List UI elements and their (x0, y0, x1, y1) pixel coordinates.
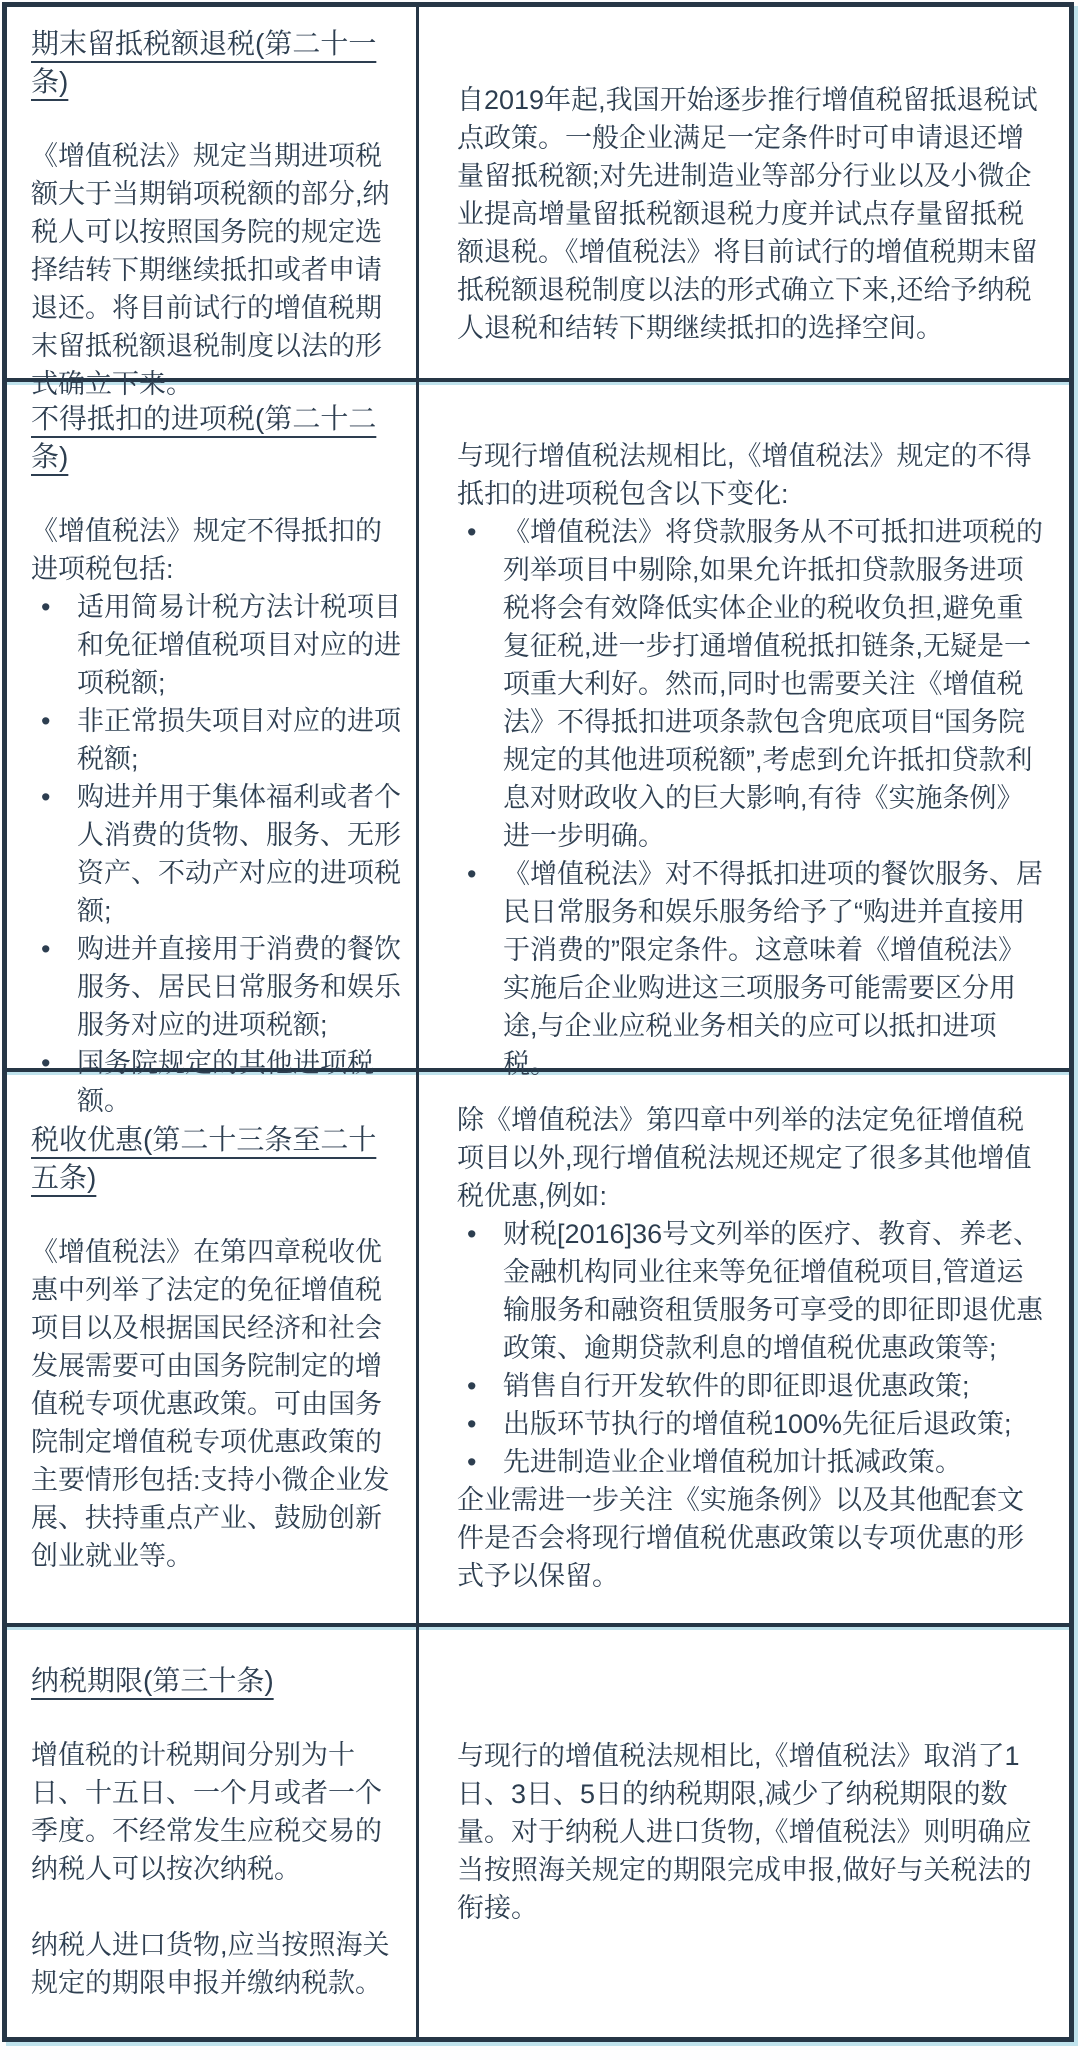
row2-heading: 不得抵扣的进项税(第二十二条) (31, 403, 377, 472)
list-item: • 出版环节执行的增值税100%先征后退政策; (457, 1405, 1043, 1443)
row2-left-bullet-list (31, 588, 404, 1120)
table-row-non-creditable-input-vat (7, 382, 1069, 1116)
row4-right-cell (419, 1627, 1069, 2037)
list-item: • 购进并用于集体福利或者个人消费的货物、服务、无形资产、不动产对应的进项税额; (31, 778, 404, 930)
row1-left-paragraph: 《增值税法》规定当期进项税额大于当期销项税额的部分,纳税人可以按照国务院的规定选择结转下期继续抵扣或者申请退还。将目前试行的增值税期末留抵税额退税制度以法的形式确立下来。 (31, 141, 390, 399)
row1-left-cell (7, 7, 419, 421)
row3-heading: 税收优惠(第二十三条至二十五条) (31, 1123, 377, 1193)
row1-right-cell (419, 7, 1069, 421)
list-item: • 财税[2016]36号文列举的医疗、教育、养老、金融机构同业往来等免征增值税项目,管道运输服务和融资租赁服务可享受的即征即退优惠政策、逾期贷款利息的增值税优惠政策等; (457, 1215, 1043, 1367)
list-item: • 《增值税法》对不得抵扣进项的餐饮服务、居民日常服务和娱乐服务给予了“购进并直接用于消费的”限定条件。这意味着《增值税法》实施后企业购进这三项服务可能需要区分用途,与企业应税业务相关的应可以抵扣进项税。 (457, 855, 1043, 1083)
row2-right-cell (419, 382, 1069, 1138)
row1-right-paragraph: 自2019年起,我国开始逐步推行增值税留抵退税试点政策。一般企业满足一定条件时可申请退还增量留抵税额;对先进制造业等部分行业以及小微企业提高增量留抵税额退税力度并试点存量留抵税额退税。《增值税法》将目前试行的增值税期末留抵税额退税制度以法的形式确立下来,还给予纳税人退税和结转下期继续抵扣的选择空间。 (457, 85, 1038, 343)
list-item: • 国务院规定的其他进项税额。 (31, 1044, 404, 1120)
row4-left-paragraph-2: 纳税人进口货物,应当按照海关规定的期限申报并缴纳税款。 (31, 1930, 390, 1998)
row3-left-paragraph: 《增值税法》在第四章税收优惠中列举了法定的免征增值税项目以及根据国民经济和社会发展需要可由国务院制定的增值税专项优惠政策。可由国务院制定增值税专项优惠政策的主要情形包括:支持小微企业发展、扶持重点产业、鼓励创新创业就业等。 (31, 1236, 390, 1571)
row2-right-intro: 与现行增值税法规相比,《增值税法》规定的不得抵扣的进项税包含以下变化: (457, 441, 1032, 509)
row3-right-intro: 除《增值税法》第四章中列举的法定免征增值税项目以外,现行增值税法规还规定了很多其他增值税优惠,例如: (457, 1104, 1032, 1211)
list-item: • 购进并直接用于消费的餐饮服务、居民日常服务和娱乐服务对应的进项税额; (31, 930, 404, 1044)
list-item: • 先进制造业企业增值税加计抵减政策。 (457, 1443, 1043, 1481)
row4-right-paragraph: 与现行的增值税法规相比,《增值税法》取消了1日、3日、5日的纳税期限,减少了纳税期限的数量。对于纳税人进口货物,《增值税法》则明确应当按照海关规定的期限完成申报,做好与关税法的衔接。 (457, 1741, 1032, 1923)
vat-law-comparison-table (2, 2, 1074, 2042)
row2-right-bullet-list (457, 513, 1043, 1083)
row4-left-paragraph-1: 增值税的计税期间分别为十日、十五日、一个月或者一个季度。不经常发生应税交易的纳税人可以按次纳税。 (31, 1740, 382, 1884)
row3-right-cell (419, 1072, 1069, 1623)
table-row-refund-of-excess-input-vat (7, 7, 1069, 399)
row4-heading: 纳税期限(第三十条) (31, 1665, 274, 1696)
list-item: • 《增值税法》将贷款服务从不可抵扣进项税的列举项目中剔除,如果允许抵扣贷款服务进项税将会有效降低实体企业的税收负担,避免重复征税,进一步打通增值税抵扣链条,无疑是一项重大利好。然而,同时也需要关注《增值税法》不得抵扣进项条款包含兜底项目“国务院规定的其他进项税额”,考虑到允许抵扣贷款利息对财政收入的巨大影响,有待《实施条例》进一步明确。 (457, 513, 1043, 855)
row4-left-cell (7, 1627, 419, 2037)
list-item: • 适用简易计税方法计税项目和免征增值税项目对应的进项税额; (31, 588, 404, 702)
row3-left-cell (7, 1072, 419, 1623)
table-row-tax-incentives (7, 1072, 1069, 1627)
row1-heading: 期末留抵税额退税(第二十一条) (31, 28, 377, 97)
list-item: • 销售自行开发软件的即征即退优惠政策; (457, 1367, 1043, 1405)
list-item: • 非正常损失项目对应的进项税额; (31, 702, 404, 778)
row3-right-bullet-list (457, 1215, 1043, 1481)
row2-left-cell (7, 382, 419, 1138)
row2-left-intro: 《增值税法》规定不得抵扣的进项税包括: (31, 516, 382, 584)
row3-right-closing: 企业需进一步关注《实施条例》以及其他配套文件是否会将现行增值税优惠政策以专项优惠的形式予以保留。 (457, 1484, 1024, 1591)
table-row-tax-payment-period (7, 1627, 1069, 2037)
